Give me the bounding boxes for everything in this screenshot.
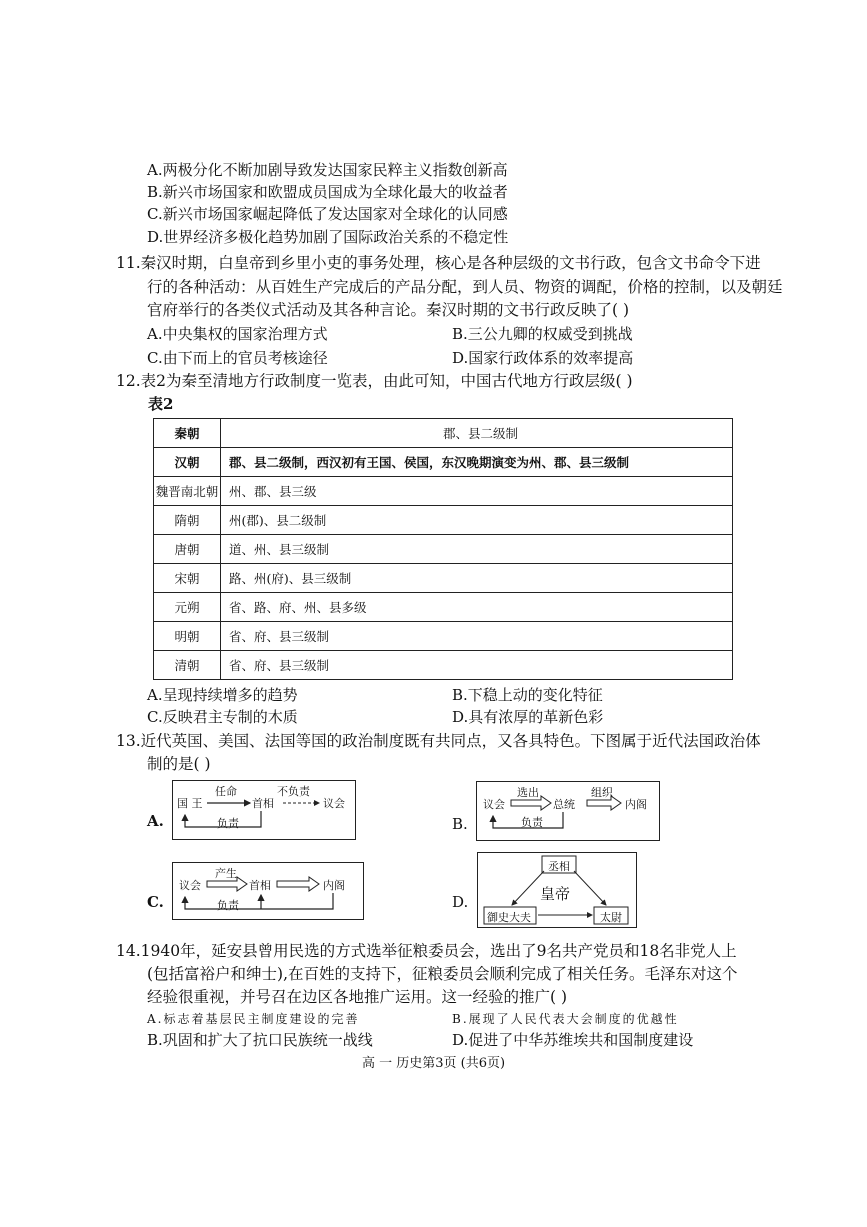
q10-option-c: C.新兴市场国家崛起降低了发达国家对全球化的认同感: [147, 205, 508, 223]
dynasty-cell: 明朝: [154, 622, 221, 651]
appoint-label: 任命: [215, 785, 237, 798]
q12-option-a: A.呈现持续增多的趋势: [147, 686, 298, 704]
dynasty-cell: 魏晋南北朝: [154, 477, 221, 506]
president-label: 总统: [553, 798, 575, 811]
diagram-b: [476, 781, 660, 841]
table-row: [154, 535, 733, 564]
q13-option-b-label: B.: [452, 815, 468, 833]
table-row: [154, 448, 733, 477]
table-row: [154, 477, 733, 506]
q14-stem-line3: 经验很重视，并号召在边区各地推广运用。这一经验的推广( ): [147, 988, 568, 1006]
system-cell: 路、州(府)、县三级制: [221, 564, 733, 593]
elect-label: 选出: [517, 786, 539, 799]
q13-stem-line2: 制的是( ): [147, 755, 211, 773]
system-cell: 郡、县二级制: [221, 419, 733, 448]
q11-stem-line3: 官府举行的各类仪式活动及其各种言论。秦汉时期的文书行政反映了( ): [147, 301, 630, 319]
cabinet-label: 内阁: [323, 879, 345, 892]
emperor-label: 皇帝: [540, 885, 571, 903]
dynasty-cell: 唐朝: [154, 535, 221, 564]
responsible-label: 负责: [521, 816, 543, 829]
system-cell: 州、郡、县三级: [221, 477, 733, 506]
diagram-c: [172, 862, 364, 920]
q11-stem-line1: 11.秦汉时期，白皇帝到乡里小吏的事务处理，核心是各种层级的文书行政，包含文书命令下进: [116, 254, 761, 272]
q14-option-a: A.标志着基层民主制度建设的完善: [147, 1012, 360, 1026]
system-cell: 省、府、县三级制: [221, 622, 733, 651]
not-responsible-label: 不负责: [277, 785, 310, 798]
parliament-label: 议会: [483, 798, 505, 811]
dynasty-cell: 汉朝: [154, 448, 221, 477]
cabinet-label: 内阁: [625, 798, 647, 811]
q11-option-d: D.国家行政体系的效率提高: [452, 349, 634, 367]
responsible-label: 负责: [217, 899, 239, 912]
table-row: [154, 651, 733, 680]
q13-stem-line1: 13.近代英国、美国、法国等国的政治制度既有共同点，又各具特色。下图属于近代法国政治体: [116, 732, 761, 750]
q11-option-c: C.由下而上的官员考核途径: [147, 349, 328, 367]
q14-option-b: B.展现了人民代表大会制度的优越性: [452, 1012, 679, 1026]
pm-label: 首相: [249, 879, 271, 892]
dynasty-cell: 隋朝: [154, 506, 221, 535]
dynasty-admin-table: [153, 418, 733, 680]
diagram-a: [172, 780, 356, 840]
dynasty-cell: 宋朝: [154, 564, 221, 593]
system-cell: 省、府、县三级制: [221, 651, 733, 680]
table-row: [154, 622, 733, 651]
q13-option-c-label: C.: [147, 893, 164, 911]
dynasty-cell: 秦朝: [154, 419, 221, 448]
table-row: [154, 593, 733, 622]
q10-option-a: A.两极分化不断加剧导致发达国家民粹主义指数创新高: [147, 161, 508, 179]
q10-option-b: B.新兴市场国家和欧盟成员国成为全球化最大的收益者: [147, 183, 508, 201]
q13-option-a-label: A.: [147, 812, 164, 830]
q13-option-d-label: D.: [452, 893, 469, 911]
table-title: 表2: [148, 395, 174, 413]
q14-stem-line2: (包括富裕户和绅士),在百姓的支持下，征粮委员会顺利完成了相关任务。毛泽东对这个: [147, 965, 738, 983]
responsible-label: 负责: [217, 817, 239, 830]
q12-stem: 12.表2为秦至清地方行政制度一览表，由此可知，中国古代地方行政层级( ): [116, 372, 633, 390]
parliament-label: 议会: [323, 797, 345, 810]
q14-option-c: B.巩固和扩大了抗口民族统一战线: [147, 1031, 373, 1049]
system-cell: 道、州、县三级制: [221, 535, 733, 564]
form-label: 组织: [591, 786, 613, 799]
q12-option-c: C.反映君主专制的木质: [147, 708, 298, 726]
table-row: [154, 564, 733, 593]
chancellor-label: 丞相: [548, 860, 570, 873]
dynasty-cell: 元朔: [154, 593, 221, 622]
system-cell: 州(郡)、县二级制: [221, 506, 733, 535]
q14-stem-line1: 14.1940年，延安县曾用民选的方式选举征粮委员会，选出了9名共产党员和18名非党人上: [116, 942, 737, 960]
table-row: [154, 419, 733, 448]
q10-option-d: D.世界经济多极化趋势加剧了国际政治关系的不稳定性: [147, 228, 509, 246]
q11-stem-line2: 行的各种活动：从百姓生产完成后的产品分配，到人员、物资的调配，价格的控制，以及朝廷: [147, 278, 783, 296]
system-cell: 郡、县二级制，西汉初有王国、侯国，东汉晚期演变为州、郡、县三级制: [221, 448, 733, 477]
q12-option-b: B.下稳上动的变化特征: [452, 686, 603, 704]
censor-label: 御史大夫: [487, 911, 531, 924]
q14-option-d: D.促进了中华苏维埃共和国制度建设: [452, 1031, 694, 1049]
king-label: 国 王: [177, 797, 203, 810]
diagram-d: [477, 852, 637, 928]
parliament-label: 议会: [179, 879, 201, 892]
table-row: [154, 506, 733, 535]
pm-label: 首相: [252, 797, 274, 810]
page-footer: 高 一 历史第3页 (共6页): [361, 1056, 506, 1071]
q11-option-b: B.三公九卿的权威受到挑战: [452, 325, 633, 343]
produce-label: 产生: [215, 867, 237, 880]
taiwei-label: 太尉: [600, 911, 622, 924]
dynasty-cell: 清朝: [154, 651, 221, 680]
system-cell: 省、路、府、州、县多级: [221, 593, 733, 622]
q11-option-a: A.中央集权的国家治理方式: [147, 325, 328, 343]
q12-option-d: D.具有浓厚的革新色彩: [452, 708, 604, 726]
